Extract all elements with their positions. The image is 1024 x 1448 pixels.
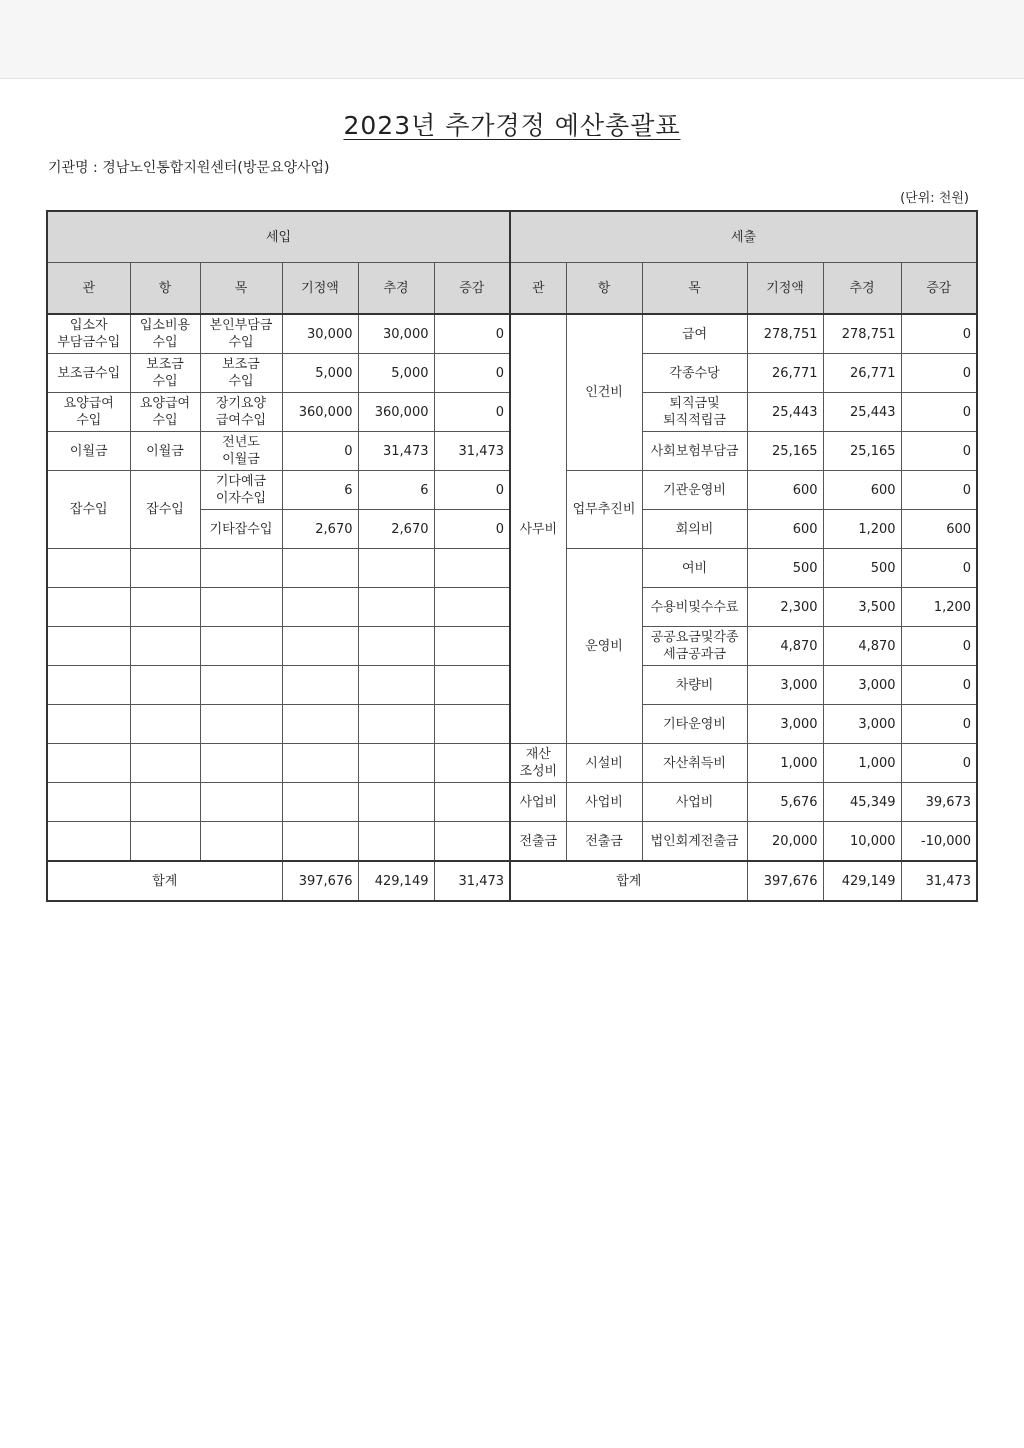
expense-mok: 자산취득비 bbox=[642, 744, 747, 783]
empty-cell bbox=[434, 627, 510, 666]
expense-change: 0 bbox=[901, 627, 977, 666]
income-mok: 전년도 이월금 bbox=[200, 432, 282, 471]
empty-cell bbox=[47, 588, 130, 627]
income-header: 세입 bbox=[47, 211, 510, 263]
expense-revised: 500 bbox=[823, 549, 901, 588]
empty-cell bbox=[200, 549, 282, 588]
empty-cell bbox=[434, 783, 510, 822]
empty-cell bbox=[434, 549, 510, 588]
income-revised: 360,000 bbox=[358, 393, 434, 432]
income-change: 0 bbox=[434, 314, 510, 354]
empty-cell bbox=[282, 744, 358, 783]
table-row bbox=[47, 822, 977, 862]
empty-cell bbox=[200, 744, 282, 783]
expense-revised: 4,870 bbox=[823, 627, 901, 666]
expense-change: 0 bbox=[901, 744, 977, 783]
table-row bbox=[47, 783, 977, 822]
expense-revised: 10,000 bbox=[823, 822, 901, 862]
expense-revised: 278,751 bbox=[823, 314, 901, 354]
income-gwan: 입소자 부담금수입 bbox=[47, 314, 130, 354]
expense-change: 1,200 bbox=[901, 588, 977, 627]
expense-gwan-office: 사무비 bbox=[510, 314, 566, 744]
empty-cell bbox=[282, 666, 358, 705]
empty-cell bbox=[130, 744, 200, 783]
empty-cell bbox=[282, 705, 358, 744]
expense-base: 500 bbox=[747, 549, 823, 588]
expense-revised: 25,443 bbox=[823, 393, 901, 432]
expense-hang-personnel: 인건비 bbox=[566, 314, 642, 471]
empty-cell bbox=[358, 783, 434, 822]
expense-mok: 사회보험부담금 bbox=[642, 432, 747, 471]
col-gwan: 관 bbox=[510, 263, 566, 315]
expense-change: 0 bbox=[901, 314, 977, 354]
expense-gwan: 전출금 bbox=[510, 822, 566, 862]
expense-hang-business: 업무추진비 bbox=[566, 471, 642, 549]
empty-cell bbox=[358, 744, 434, 783]
income-hang: 이월금 bbox=[130, 432, 200, 471]
expense-change: 600 bbox=[901, 510, 977, 549]
expense-revised: 26,771 bbox=[823, 354, 901, 393]
expense-total-change: 31,473 bbox=[901, 861, 977, 901]
income-total-label: 합계 bbox=[47, 861, 282, 901]
col-hang: 항 bbox=[566, 263, 642, 315]
expense-revised: 45,349 bbox=[823, 783, 901, 822]
income-change: 31,473 bbox=[434, 432, 510, 471]
empty-cell bbox=[47, 627, 130, 666]
expense-change: -10,000 bbox=[901, 822, 977, 862]
expense-mok: 사업비 bbox=[642, 783, 747, 822]
income-gwan: 잡수입 bbox=[47, 471, 130, 549]
col-base: 기정액 bbox=[282, 263, 358, 315]
expense-change: 0 bbox=[901, 432, 977, 471]
income-mok: 기타잡수입 bbox=[200, 510, 282, 549]
expense-revised: 1,200 bbox=[823, 510, 901, 549]
empty-cell bbox=[130, 705, 200, 744]
expense-change: 0 bbox=[901, 354, 977, 393]
expense-change: 0 bbox=[901, 393, 977, 432]
expense-change: 39,673 bbox=[901, 783, 977, 822]
empty-cell bbox=[47, 822, 130, 862]
empty-cell bbox=[130, 822, 200, 862]
expense-mok: 퇴직금및 퇴직적립금 bbox=[642, 393, 747, 432]
empty-cell bbox=[358, 627, 434, 666]
income-base: 30,000 bbox=[282, 314, 358, 354]
income-revised: 6 bbox=[358, 471, 434, 510]
empty-cell bbox=[200, 822, 282, 862]
expense-revised: 1,000 bbox=[823, 744, 901, 783]
expense-hang: 시설비 bbox=[566, 744, 642, 783]
col-change: 증감 bbox=[434, 263, 510, 315]
expense-total-revised: 429,149 bbox=[823, 861, 901, 901]
income-total-base: 397,676 bbox=[282, 861, 358, 901]
income-revised: 2,670 bbox=[358, 510, 434, 549]
expense-gwan: 사업비 bbox=[510, 783, 566, 822]
empty-cell bbox=[358, 666, 434, 705]
empty-cell bbox=[47, 666, 130, 705]
income-change: 0 bbox=[434, 354, 510, 393]
expense-base: 2,300 bbox=[747, 588, 823, 627]
expense-base: 3,000 bbox=[747, 705, 823, 744]
income-change: 0 bbox=[434, 393, 510, 432]
expense-mok: 여비 bbox=[642, 549, 747, 588]
expense-base: 26,771 bbox=[747, 354, 823, 393]
col-mok: 목 bbox=[200, 263, 282, 315]
income-gwan: 요양급여 수입 bbox=[47, 393, 130, 432]
col-base: 기정액 bbox=[747, 263, 823, 315]
expense-hang: 사업비 bbox=[566, 783, 642, 822]
page-title: 2023년 추가경정 예산총괄표 bbox=[343, 111, 681, 140]
budget-summary-table bbox=[46, 210, 978, 902]
expense-base: 278,751 bbox=[747, 314, 823, 354]
empty-cell bbox=[47, 744, 130, 783]
expense-base: 25,165 bbox=[747, 432, 823, 471]
expense-revised: 600 bbox=[823, 471, 901, 510]
expense-change: 0 bbox=[901, 666, 977, 705]
expense-base: 1,000 bbox=[747, 744, 823, 783]
empty-cell bbox=[358, 705, 434, 744]
income-gwan: 보조금수입 bbox=[47, 354, 130, 393]
empty-cell bbox=[47, 705, 130, 744]
empty-cell bbox=[282, 783, 358, 822]
empty-cell bbox=[282, 588, 358, 627]
income-gwan: 이월금 bbox=[47, 432, 130, 471]
income-mok: 기다예금 이자수입 bbox=[200, 471, 282, 510]
income-total-change: 31,473 bbox=[434, 861, 510, 901]
table-row bbox=[47, 744, 977, 783]
total-row bbox=[47, 861, 977, 901]
expense-base: 3,000 bbox=[747, 666, 823, 705]
empty-cell bbox=[434, 588, 510, 627]
expense-revised: 25,165 bbox=[823, 432, 901, 471]
expense-mok: 법인회계전출금 bbox=[642, 822, 747, 862]
expense-header: 세출 bbox=[510, 211, 977, 263]
expense-mok: 각종수당 bbox=[642, 354, 747, 393]
empty-cell bbox=[200, 627, 282, 666]
expense-base: 5,676 bbox=[747, 783, 823, 822]
empty-cell bbox=[282, 549, 358, 588]
empty-cell bbox=[130, 588, 200, 627]
expense-base: 20,000 bbox=[747, 822, 823, 862]
expense-mok: 차량비 bbox=[642, 666, 747, 705]
expense-hang-operation: 운영비 bbox=[566, 549, 642, 744]
expense-gwan: 재산 조성비 bbox=[510, 744, 566, 783]
expense-mok: 수용비및수수료 bbox=[642, 588, 747, 627]
income-change: 0 bbox=[434, 510, 510, 549]
col-gwan: 관 bbox=[47, 263, 130, 315]
empty-cell bbox=[434, 666, 510, 705]
income-revised: 31,473 bbox=[358, 432, 434, 471]
income-total-revised: 429,149 bbox=[358, 861, 434, 901]
income-hang: 보조금 수입 bbox=[130, 354, 200, 393]
empty-cell bbox=[434, 822, 510, 862]
income-mok: 보조금 수입 bbox=[200, 354, 282, 393]
income-mok: 장기요양 급여수입 bbox=[200, 393, 282, 432]
expense-total-label: 합계 bbox=[510, 861, 747, 901]
income-base: 6 bbox=[282, 471, 358, 510]
empty-cell bbox=[200, 666, 282, 705]
income-base: 0 bbox=[282, 432, 358, 471]
expense-base: 25,443 bbox=[747, 393, 823, 432]
organization-name: 기관명 : 경남노인통합지원센터(방문요양사업) bbox=[48, 160, 330, 176]
expense-revised: 3,000 bbox=[823, 705, 901, 744]
empty-cell bbox=[130, 627, 200, 666]
empty-cell bbox=[47, 549, 130, 588]
empty-cell bbox=[130, 666, 200, 705]
expense-base: 600 bbox=[747, 471, 823, 510]
empty-cell bbox=[358, 549, 434, 588]
expense-base: 600 bbox=[747, 510, 823, 549]
income-base: 2,670 bbox=[282, 510, 358, 549]
income-hang: 요양급여 수입 bbox=[130, 393, 200, 432]
expense-mok: 급여 bbox=[642, 314, 747, 354]
empty-cell bbox=[282, 822, 358, 862]
income-revised: 5,000 bbox=[358, 354, 434, 393]
empty-cell bbox=[282, 627, 358, 666]
col-mok: 목 bbox=[642, 263, 747, 315]
expense-total-base: 397,676 bbox=[747, 861, 823, 901]
unit-note: (단위: 천원) bbox=[900, 191, 969, 206]
empty-cell bbox=[358, 588, 434, 627]
col-revised: 추경 bbox=[823, 263, 901, 315]
empty-cell bbox=[434, 744, 510, 783]
expense-mok: 기관운영비 bbox=[642, 471, 747, 510]
income-revised: 30,000 bbox=[358, 314, 434, 354]
table-row bbox=[47, 314, 977, 354]
col-hang: 항 bbox=[130, 263, 200, 315]
empty-cell bbox=[434, 705, 510, 744]
empty-cell bbox=[200, 705, 282, 744]
expense-base: 4,870 bbox=[747, 627, 823, 666]
col-revised: 추경 bbox=[358, 263, 434, 315]
income-base: 5,000 bbox=[282, 354, 358, 393]
income-change: 0 bbox=[434, 471, 510, 510]
expense-change: 0 bbox=[901, 471, 977, 510]
scan-top-band bbox=[0, 0, 1024, 79]
expense-hang: 전출금 bbox=[566, 822, 642, 862]
empty-cell bbox=[358, 822, 434, 862]
income-base: 360,000 bbox=[282, 393, 358, 432]
expense-change: 0 bbox=[901, 549, 977, 588]
income-hang: 잡수입 bbox=[130, 471, 200, 549]
expense-mok: 공공요금및각종 세금공과금 bbox=[642, 627, 747, 666]
empty-cell bbox=[130, 549, 200, 588]
empty-cell bbox=[130, 783, 200, 822]
expense-revised: 3,500 bbox=[823, 588, 901, 627]
expense-mok: 회의비 bbox=[642, 510, 747, 549]
expense-revised: 3,000 bbox=[823, 666, 901, 705]
income-hang: 입소비용 수입 bbox=[130, 314, 200, 354]
col-change: 증감 bbox=[901, 263, 977, 315]
expense-mok: 기타운영비 bbox=[642, 705, 747, 744]
empty-cell bbox=[200, 588, 282, 627]
expense-change: 0 bbox=[901, 705, 977, 744]
empty-cell bbox=[200, 783, 282, 822]
income-mok: 본인부담금 수입 bbox=[200, 314, 282, 354]
empty-cell bbox=[47, 783, 130, 822]
